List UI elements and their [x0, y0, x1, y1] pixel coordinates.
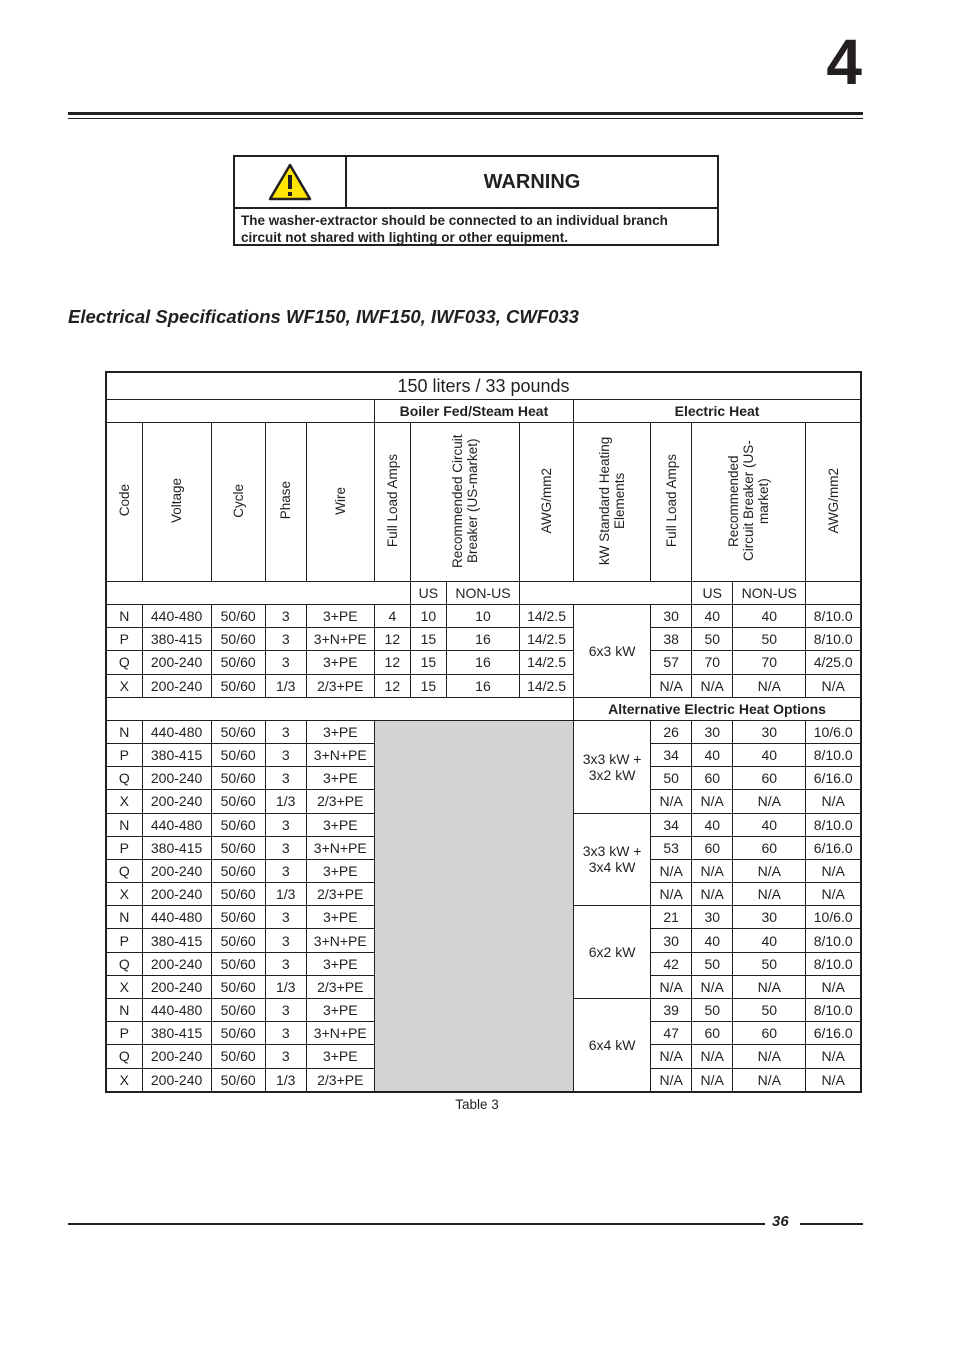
- cell-elec-us: 70: [692, 651, 733, 674]
- cell-voltage: 200-240: [142, 952, 211, 975]
- cell-phase: 3: [265, 952, 306, 975]
- cell-elec-awg: 10/6.0: [806, 720, 861, 743]
- cell-code: Q: [106, 651, 142, 674]
- col-header-boiler-fla: Full Load Amps: [374, 423, 410, 582]
- cell-code: Q: [106, 767, 142, 790]
- cell-wire: 2/3+PE: [306, 883, 374, 906]
- cell-kw: 6x2 kW: [574, 906, 651, 999]
- cell-elec-fla: 34: [651, 743, 692, 766]
- group-electric-header: Electric Heat: [574, 400, 861, 423]
- cell-voltage: 380-415: [142, 1022, 211, 1045]
- col-header-elec-fla: Full Load Amps: [651, 423, 692, 582]
- col-header-elec-breaker: Recommended Circuit Breaker (US-market): [692, 423, 806, 582]
- cell-wire: 3+PE: [306, 651, 374, 674]
- cell-elec-fla: 34: [651, 813, 692, 836]
- page-number: 36: [772, 1213, 789, 1230]
- cell-phase: 3: [265, 859, 306, 882]
- header-rule-thin: [68, 118, 863, 119]
- cell-phase: 1/3: [265, 674, 306, 697]
- cell-elec-non-us: N/A: [733, 674, 806, 697]
- cell-phase: 3: [265, 720, 306, 743]
- cell-elec-awg: N/A: [806, 883, 861, 906]
- sub-elec-us: US: [692, 582, 733, 605]
- warning-title: WARNING: [483, 170, 581, 193]
- cell-elec-awg: 8/10.0: [806, 999, 861, 1022]
- cell-elec-fla: 30: [651, 605, 692, 628]
- cell-cycle: 50/60: [211, 1045, 265, 1068]
- warning-box: [233, 155, 719, 246]
- cell-elec-us: 50: [692, 999, 733, 1022]
- cell-elec-us: 40: [692, 743, 733, 766]
- cell-voltage: 200-240: [142, 651, 211, 674]
- cell-phase: 3: [265, 906, 306, 929]
- cell-boiler-us: 15: [410, 628, 446, 651]
- cell-cycle: 50/60: [211, 651, 265, 674]
- cell-elec-fla: 21: [651, 906, 692, 929]
- cell-voltage: 440-480: [142, 906, 211, 929]
- cell-elec-us: 30: [692, 906, 733, 929]
- table-row: [106, 674, 861, 697]
- sub-blank-mid: [520, 582, 692, 605]
- electrical-spec-table: [105, 371, 862, 1093]
- table-row: [106, 628, 861, 651]
- cell-boiler-non-us: 16: [446, 674, 519, 697]
- cell-phase: 3: [265, 836, 306, 859]
- cell-wire: 3+PE: [306, 859, 374, 882]
- cell-wire: 3+N+PE: [306, 1022, 374, 1045]
- cell-cycle: 50/60: [211, 906, 265, 929]
- cell-boiler-non-us: 16: [446, 628, 519, 651]
- cell-wire: 3+N+PE: [306, 929, 374, 952]
- cell-boiler-awg: 14/2.5: [520, 605, 574, 628]
- alt-options-title: Alternative Electric Heat Options: [574, 697, 861, 720]
- cell-cycle: 50/60: [211, 628, 265, 651]
- cell-cycle: 50/60: [211, 790, 265, 813]
- cell-boiler-non-us: 16: [446, 651, 519, 674]
- cell-elec-awg: 8/10.0: [806, 628, 861, 651]
- col-header-kw: kW Standard Heating Elements: [574, 423, 651, 582]
- cell-phase: 3: [265, 628, 306, 651]
- cell-voltage: 440-480: [142, 999, 211, 1022]
- cell-elec-awg: N/A: [806, 790, 861, 813]
- cell-elec-us: N/A: [692, 859, 733, 882]
- cell-kw: 6x4 kW: [574, 999, 651, 1092]
- cell-wire: 3+PE: [306, 813, 374, 836]
- cell-elec-fla: N/A: [651, 674, 692, 697]
- sub-blank-left: [106, 582, 410, 605]
- cell-elec-non-us: N/A: [733, 790, 806, 813]
- cell-elec-fla: 30: [651, 929, 692, 952]
- cell-elec-awg: 8/10.0: [806, 743, 861, 766]
- cell-voltage: 380-415: [142, 929, 211, 952]
- cell-code: X: [106, 1068, 142, 1092]
- cell-code: Q: [106, 1045, 142, 1068]
- col-header-elec-awg: AWG/mm2: [806, 423, 861, 582]
- cell-voltage: 380-415: [142, 836, 211, 859]
- cell-elec-awg: N/A: [806, 1045, 861, 1068]
- cell-cycle: 50/60: [211, 767, 265, 790]
- cell-phase: 3: [265, 813, 306, 836]
- cell-code: N: [106, 605, 142, 628]
- cell-elec-fla: N/A: [651, 1068, 692, 1092]
- cell-elec-fla: 38: [651, 628, 692, 651]
- cell-wire: 3+PE: [306, 605, 374, 628]
- cell-phase: 3: [265, 743, 306, 766]
- cell-elec-us: 40: [692, 605, 733, 628]
- cell-elec-non-us: 60: [733, 836, 806, 859]
- cell-elec-us: 40: [692, 813, 733, 836]
- cell-code: Q: [106, 859, 142, 882]
- cell-boiler-fla: 12: [374, 628, 410, 651]
- cell-cycle: 50/60: [211, 743, 265, 766]
- cell-boiler-fla: 12: [374, 674, 410, 697]
- cell-voltage: 200-240: [142, 790, 211, 813]
- cell-voltage: 380-415: [142, 743, 211, 766]
- cell-elec-us: 30: [692, 720, 733, 743]
- cell-wire: 2/3+PE: [306, 674, 374, 697]
- cell-voltage: 380-415: [142, 628, 211, 651]
- cell-elec-awg: 6/16.0: [806, 1022, 861, 1045]
- cell-elec-awg: 8/10.0: [806, 929, 861, 952]
- cell-phase: 3: [265, 1022, 306, 1045]
- cell-code: Q: [106, 952, 142, 975]
- col-header-boiler-awg: AWG/mm2: [520, 423, 574, 582]
- cell-boiler-awg: 14/2.5: [520, 651, 574, 674]
- cell-elec-awg: N/A: [806, 1068, 861, 1092]
- cell-cycle: 50/60: [211, 952, 265, 975]
- cell-elec-fla: 42: [651, 952, 692, 975]
- table-title: 150 liters / 33 pounds: [106, 372, 861, 400]
- cell-elec-non-us: 40: [733, 743, 806, 766]
- cell-cycle: 50/60: [211, 883, 265, 906]
- cell-elec-us: N/A: [692, 975, 733, 998]
- col-header-phase: Phase: [265, 423, 306, 582]
- warning-triangle-icon: [268, 163, 312, 201]
- cell-cycle: 50/60: [211, 1022, 265, 1045]
- cell-code: X: [106, 975, 142, 998]
- cell-voltage: 440-480: [142, 720, 211, 743]
- cell-elec-non-us: N/A: [733, 859, 806, 882]
- cell-code: P: [106, 1022, 142, 1045]
- cell-wire: 3+N+PE: [306, 836, 374, 859]
- cell-elec-awg: 8/10.0: [806, 813, 861, 836]
- cell-elec-non-us: N/A: [733, 883, 806, 906]
- cell-wire: 2/3+PE: [306, 790, 374, 813]
- cell-elec-awg: 6/16.0: [806, 767, 861, 790]
- cell-boiler-awg: 14/2.5: [520, 674, 574, 697]
- cell-voltage: 200-240: [142, 975, 211, 998]
- cell-voltage: 200-240: [142, 883, 211, 906]
- cell-wire: 2/3+PE: [306, 975, 374, 998]
- cell-elec-fla: N/A: [651, 1045, 692, 1068]
- cell-elec-awg: 10/6.0: [806, 906, 861, 929]
- cell-elec-us: N/A: [692, 790, 733, 813]
- cell-code: X: [106, 790, 142, 813]
- cell-cycle: 50/60: [211, 999, 265, 1022]
- col-header-code: Code: [106, 423, 142, 582]
- cell-phase: 3: [265, 999, 306, 1022]
- cell-cycle: 50/60: [211, 975, 265, 998]
- cell-voltage: 440-480: [142, 605, 211, 628]
- warning-header: [235, 157, 717, 209]
- cell-elec-fla: 50: [651, 767, 692, 790]
- sub-blank-right: [806, 582, 861, 605]
- table-row: [106, 720, 861, 743]
- cell-code: X: [106, 674, 142, 697]
- cell-wire: 3+PE: [306, 767, 374, 790]
- cell-elec-awg: 8/10.0: [806, 952, 861, 975]
- col-header-cycle: Cycle: [211, 423, 265, 582]
- cell-code: N: [106, 999, 142, 1022]
- cell-elec-us: N/A: [692, 1068, 733, 1092]
- sub-boiler-us: US: [410, 582, 446, 605]
- cell-cycle: 50/60: [211, 813, 265, 836]
- col-header-wire: Wire: [306, 423, 374, 582]
- cell-code: P: [106, 628, 142, 651]
- footer-rule-right: [800, 1223, 863, 1225]
- cell-elec-fla: N/A: [651, 975, 692, 998]
- cell-elec-fla: 47: [651, 1022, 692, 1045]
- cell-elec-non-us: 60: [733, 767, 806, 790]
- warning-text: The washer-extractor should be connected to an individual branch circuit not shared with lighting or other equipment.: [241, 213, 668, 245]
- section-title: Electrical Specifications WF150, IWF150, IWF033, CWF033: [68, 306, 579, 327]
- alt-blank: [106, 697, 574, 720]
- cell-voltage: 440-480: [142, 813, 211, 836]
- cell-elec-non-us: N/A: [733, 1068, 806, 1092]
- cell-code: N: [106, 720, 142, 743]
- cell-code: P: [106, 743, 142, 766]
- cell-wire: 3+PE: [306, 906, 374, 929]
- cell-wire: 3+PE: [306, 1045, 374, 1068]
- cell-phase: 3: [265, 651, 306, 674]
- cell-phase: 1/3: [265, 1068, 306, 1092]
- cell-elec-non-us: N/A: [733, 975, 806, 998]
- cell-elec-awg: 4/25.0: [806, 651, 861, 674]
- footer-rule-left: [68, 1223, 765, 1225]
- cell-elec-us: 60: [692, 836, 733, 859]
- cell-elec-non-us: 40: [733, 605, 806, 628]
- cell-voltage: 200-240: [142, 1045, 211, 1068]
- cell-elec-fla: N/A: [651, 883, 692, 906]
- cell-elec-us: N/A: [692, 883, 733, 906]
- chapter-number: 4: [826, 26, 862, 98]
- cell-elec-non-us: 50: [733, 999, 806, 1022]
- cell-wire: 3+PE: [306, 720, 374, 743]
- cell-elec-us: 60: [692, 767, 733, 790]
- cell-phase: 1/3: [265, 883, 306, 906]
- cell-code: N: [106, 906, 142, 929]
- header-rule-thick: [68, 112, 863, 115]
- cell-wire: 3+PE: [306, 952, 374, 975]
- cell-elec-awg: 8/10.0: [806, 605, 861, 628]
- col-header-boiler-breaker: Recommended Circuit Breaker (US-market): [410, 423, 519, 582]
- cell-boiler-fla: 4: [374, 605, 410, 628]
- table-row: [106, 605, 861, 628]
- cell-phase: 3: [265, 767, 306, 790]
- cell-elec-non-us: 50: [733, 628, 806, 651]
- cell-kw: 3x3 kW + 3x4 kW: [574, 813, 651, 906]
- cell-elec-us: 50: [692, 628, 733, 651]
- col-header-voltage: Voltage: [142, 423, 211, 582]
- cell-wire: 3+N+PE: [306, 743, 374, 766]
- cell-elec-non-us: 30: [733, 720, 806, 743]
- cell-boiler-us: 15: [410, 674, 446, 697]
- cell-boiler-us: 10: [410, 605, 446, 628]
- table-caption: Table 3: [455, 1097, 499, 1112]
- cell-elec-awg: N/A: [806, 859, 861, 882]
- cell-elec-awg: N/A: [806, 975, 861, 998]
- cell-cycle: 50/60: [211, 605, 265, 628]
- cell-voltage: 200-240: [142, 674, 211, 697]
- cell-elec-non-us: 70: [733, 651, 806, 674]
- cell-elec-fla: N/A: [651, 859, 692, 882]
- cell-kw: 6x3 kW: [574, 605, 651, 698]
- cell-voltage: 200-240: [142, 767, 211, 790]
- cell-elec-fla: N/A: [651, 790, 692, 813]
- cell-elec-non-us: 50: [733, 952, 806, 975]
- cell-code: P: [106, 836, 142, 859]
- cell-elec-us: 40: [692, 929, 733, 952]
- cell-wire: 3+PE: [306, 999, 374, 1022]
- sub-elec-non-us: NON-US: [733, 582, 806, 605]
- cell-phase: 3: [265, 929, 306, 952]
- cell-kw: 3x3 kW + 3x2 kW: [574, 720, 651, 813]
- cell-elec-fla: 39: [651, 999, 692, 1022]
- group-boiler-header: Boiler Fed/Steam Heat: [374, 400, 573, 423]
- cell-boiler-us: 15: [410, 651, 446, 674]
- cell-wire: 2/3+PE: [306, 1068, 374, 1092]
- cell-code: N: [106, 813, 142, 836]
- cell-elec-non-us: N/A: [733, 1045, 806, 1068]
- cell-elec-us: N/A: [692, 674, 733, 697]
- cell-boiler-fla: 12: [374, 651, 410, 674]
- cell-code: X: [106, 883, 142, 906]
- cell-elec-non-us: 60: [733, 1022, 806, 1045]
- cell-phase: 1/3: [265, 975, 306, 998]
- cell-cycle: 50/60: [211, 859, 265, 882]
- cell-elec-fla: 57: [651, 651, 692, 674]
- cell-code: P: [106, 929, 142, 952]
- cell-cycle: 50/60: [211, 1068, 265, 1092]
- cell-cycle: 50/60: [211, 674, 265, 697]
- cell-elec-non-us: 40: [733, 813, 806, 836]
- cell-phase: 3: [265, 605, 306, 628]
- cell-boiler-non-us: 10: [446, 605, 519, 628]
- cell-elec-us: 50: [692, 952, 733, 975]
- cell-voltage: 200-240: [142, 859, 211, 882]
- boiler-not-applicable-block: [374, 720, 573, 1092]
- cell-wire: 3+N+PE: [306, 628, 374, 651]
- cell-boiler-awg: 14/2.5: [520, 628, 574, 651]
- cell-elec-non-us: 40: [733, 929, 806, 952]
- cell-cycle: 50/60: [211, 929, 265, 952]
- warning-icon-cell: [235, 157, 347, 207]
- cell-voltage: 200-240: [142, 1068, 211, 1092]
- cell-elec-fla: 26: [651, 720, 692, 743]
- cell-elec-us: N/A: [692, 1045, 733, 1068]
- table-row: [106, 651, 861, 674]
- cell-elec-awg: N/A: [806, 674, 861, 697]
- cell-phase: 3: [265, 1045, 306, 1068]
- alt-options-header-row: [106, 697, 861, 720]
- cell-elec-awg: 6/16.0: [806, 836, 861, 859]
- cell-elec-us: 60: [692, 1022, 733, 1045]
- cell-elec-non-us: 30: [733, 906, 806, 929]
- cell-cycle: 50/60: [211, 720, 265, 743]
- sub-boiler-non-us: NON-US: [446, 582, 519, 605]
- group-blank: [106, 400, 374, 423]
- cell-cycle: 50/60: [211, 836, 265, 859]
- cell-phase: 1/3: [265, 790, 306, 813]
- cell-elec-fla: 53: [651, 836, 692, 859]
